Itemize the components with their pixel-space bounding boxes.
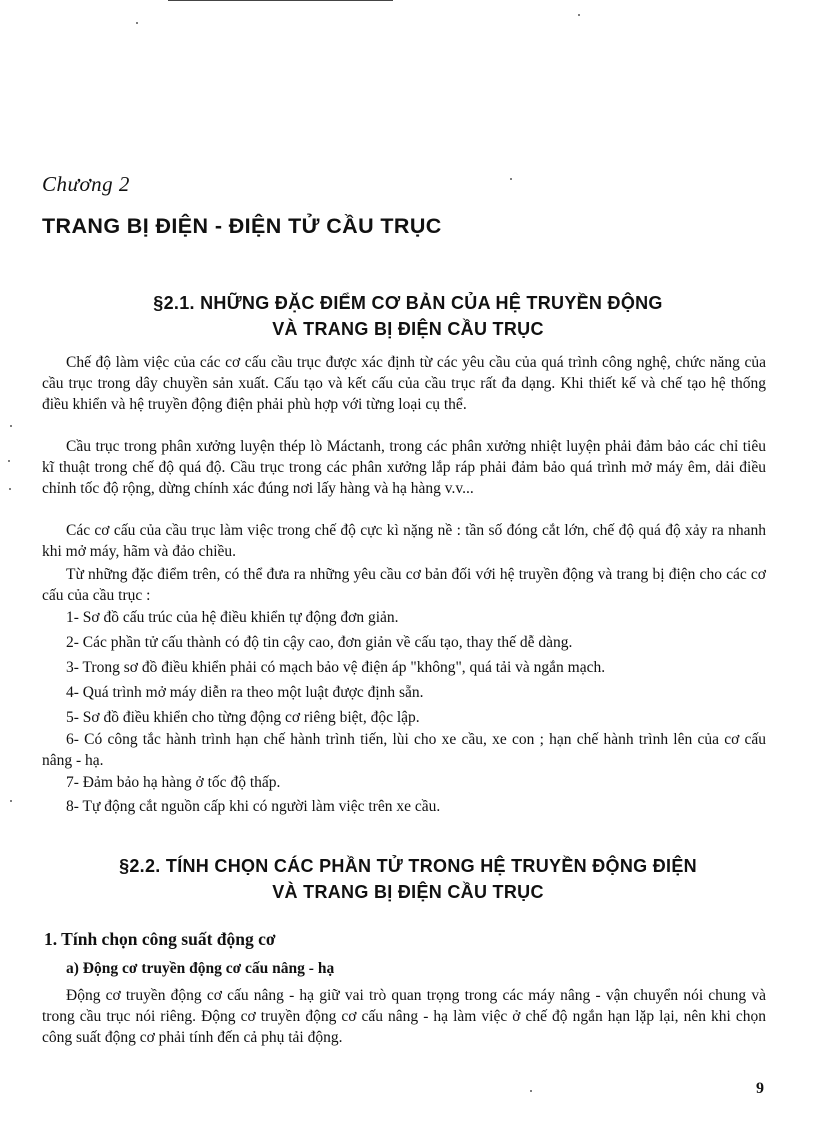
scan-speck	[10, 425, 12, 427]
requirement-item: 8- Tự động cắt nguồn cấp khi có người làm việc trên xe cầu.	[66, 798, 441, 815]
scan-speck	[10, 800, 12, 802]
requirement-item: 7- Đảm bảo hạ hàng ở tốc độ thấp.	[66, 774, 281, 791]
scan-speck	[530, 1090, 532, 1092]
scan-speck	[578, 14, 580, 16]
top-rule	[168, 0, 393, 1]
subsection-heading: 1. Tính chọn công suất động cơ	[44, 929, 276, 949]
paragraph: Động cơ truyền động cơ cấu nâng - hạ giữ vai trò quan trọng trong các máy nâng - vận chuyển nói chung và trong cầu trục nói riêng. Động cơ truyền động cơ cấu nâng - hạ làm việc ở chế độ ngắn hạn lặp lại, nên khi chọn công suất động cơ phải tính đến cả phụ tải động.	[42, 987, 766, 1046]
requirement-item: 5- Sơ đồ điều khiển cho từng động cơ riêng biệt, độc lập.	[66, 709, 420, 726]
paragraph: Từ những đặc điểm trên, có thể đưa ra những yêu cầu cơ bản đối với hệ truyền động và trang bị điện cho các cơ cấu của cầu trục :	[42, 566, 766, 604]
section-2-2-heading	[40, 853, 776, 905]
requirement-item: 4- Quá trình mở máy diễn ra theo một luật được định sẵn.	[66, 684, 424, 701]
section-heading-line: §2.1. NHỮNG ĐẶC ĐIỂM CƠ BẢN CỦA HỆ TRUYỀN ĐỘNG	[153, 293, 663, 313]
paragraph: Chế độ làm việc của các cơ cấu cầu trục được xác định từ các yêu cầu của quá trình công nghệ, chức năng của cầu trục trong dây chuyền sản xuất. Cấu tạo và kết cấu của cầu trục rất đa dạng. Khi thiết kế và chế tạo hệ thống điều khiển và hệ truyền động điện phải phù hợp với từng loại cụ thể.	[42, 354, 766, 413]
scan-speck	[8, 460, 10, 462]
requirement-item: 2- Các phần tử cấu thành có độ tin cậy cao, đơn giản về cấu tạo, thay thế dễ dàng.	[66, 634, 573, 651]
scan-speck	[9, 488, 11, 490]
paragraph: Cầu trục trong phân xưởng luyện thép lò Máctanh, trong các phân xưởng nhiệt luyện phải đảm bảo các chỉ tiêu kĩ thuật trong chế độ quá độ. Cầu trục trong các phân xưởng lắp ráp phải đảm bảo quá trình mở máy êm, dải điều chỉnh tốc độ rộng, dừng chính xác đúng nơi lấy hàng và hạ hàng v.v...	[42, 438, 766, 497]
chapter-label: Chương 2	[42, 172, 130, 196]
paragraph: Các cơ cấu của cầu trục làm việc trong chế độ cực kì nặng nề : tần số đóng cắt lớn, chế độ quá độ xảy ra nhanh khi mở máy, hãm và đảo chiều.	[42, 522, 766, 560]
section-heading-line: §2.2. TÍNH CHỌN CÁC PHẦN TỬ TRONG HỆ TRUYỀN ĐỘNG ĐIỆN	[119, 856, 697, 876]
subsubsection-heading: a) Động cơ truyền động cơ cấu nâng - hạ	[66, 960, 335, 977]
requirement-item: 3- Trong sơ đồ điều khiển phải có mạch bảo vệ điện áp "không", quá tải và ngắn mạch.	[66, 659, 606, 676]
chapter-title: TRANG BỊ ĐIỆN - ĐIỆN TỬ CẦU TRỤC	[42, 214, 442, 238]
scan-speck	[136, 22, 138, 24]
section-heading-line: VÀ TRANG BỊ ĐIỆN CẦU TRỤC	[272, 319, 544, 339]
scan-speck	[510, 178, 512, 180]
requirement-item: 1- Sơ đồ cấu trúc của hệ điều khiển tự động đơn giản.	[66, 609, 399, 626]
section-2-1-heading	[40, 290, 776, 342]
section-heading-line: VÀ TRANG BỊ ĐIỆN CẦU TRỤC	[272, 882, 544, 902]
page-number: 9	[756, 1080, 764, 1097]
requirement-item: 6- Có công tắc hành trình hạn chế hành trình tiến, lùi cho xe cầu, xe con ; hạn chế hành trình lên của cơ cấu nâng - hạ.	[42, 731, 766, 769]
